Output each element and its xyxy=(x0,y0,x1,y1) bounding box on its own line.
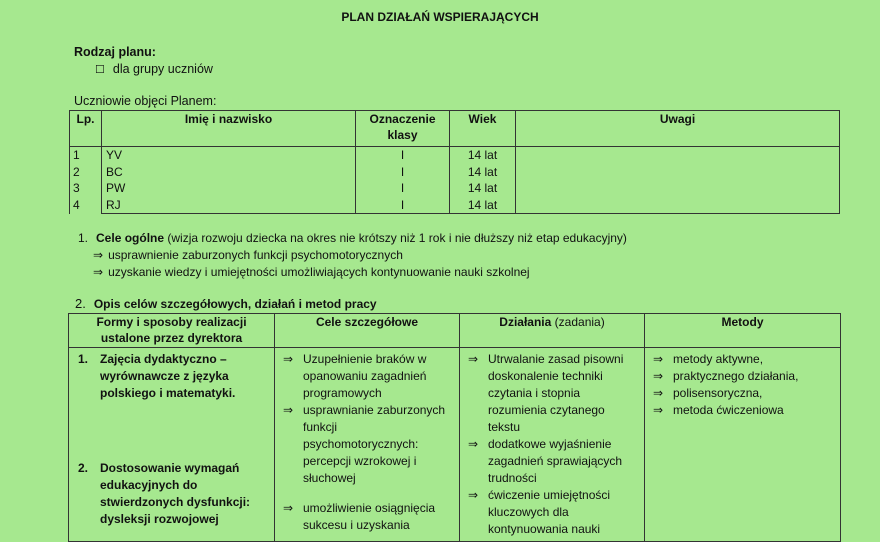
action-text: ćwiczenie umiejętności kluczowych dla kontynuowania nauki xyxy=(488,488,611,536)
form-text: Zajęcia dydaktyczno – wyrównawcze z języka polskiego i matematyki. xyxy=(100,352,236,400)
col-header-class: Oznaczenie klasy xyxy=(356,111,450,147)
row-class: I xyxy=(400,148,405,162)
goal-text: umożliwienie osiągnięcia sukcesu i uzyskania xyxy=(303,501,436,532)
row-lp: 3 xyxy=(73,181,80,195)
arrow-icon: ⇒ xyxy=(653,369,664,383)
arrow-icon: ⇒ xyxy=(93,265,104,279)
method-item xyxy=(653,402,836,419)
students-table-header xyxy=(70,111,840,147)
action-item xyxy=(468,487,640,538)
col-header-goals: Cele szczegółowe xyxy=(275,314,460,348)
cell-goals xyxy=(275,348,460,542)
col-header-forms: Formy i sposoby realizacji ustalone przez dyrektora xyxy=(69,314,275,348)
actions-header-bold: Działania xyxy=(499,315,552,329)
page-title: PLAN DZIAŁAŃ WSPIERAJĄCYCH xyxy=(341,10,539,24)
arrow-icon: ⇒ xyxy=(653,386,664,400)
general-goal-text: uzyskanie wiedzy i umiejętności umożliwiających kontynuowanie nauki szkolnej xyxy=(108,265,530,279)
arrow-icon: ⇒ xyxy=(468,488,479,502)
method-item xyxy=(653,368,836,385)
method-item xyxy=(653,351,836,368)
general-goals-description: (wizja rozwoju dziecka na okres nie krótszy niż 1 rok i nie dłuższy niż etap edukacyjny) xyxy=(167,231,627,245)
detailed-heading xyxy=(75,296,377,311)
row-age: 14 lat xyxy=(467,181,498,195)
form-item xyxy=(78,460,270,528)
row-lp: 1 xyxy=(73,148,80,162)
cell-class xyxy=(356,147,450,214)
arrow-icon: ⇒ xyxy=(468,352,479,366)
col-header-lp: Lp. xyxy=(70,111,102,147)
method-text: metody aktywne, xyxy=(673,352,764,366)
goal-text: usprawnianie zaburzonych funkcji psychomotorycznych: percepcji wzrokowej i słuchowej xyxy=(303,403,446,485)
row-name: YV xyxy=(106,148,123,162)
arrow-icon: ⇒ xyxy=(653,352,664,366)
cell-methods xyxy=(645,348,841,542)
cell-forms xyxy=(69,348,275,542)
arrow-icon: ⇒ xyxy=(468,437,479,451)
method-text: metoda ćwiczeniowa xyxy=(673,403,784,417)
arrow-icon: ⇒ xyxy=(283,501,294,515)
goal-text: Uzupełnienie braków w opanowaniu zagadnień programowych xyxy=(303,352,427,400)
cell-name xyxy=(102,147,356,214)
method-text: polisensoryczna, xyxy=(673,386,763,400)
cell-age xyxy=(450,147,516,214)
goal-item xyxy=(283,500,455,534)
arrow-icon: ⇒ xyxy=(653,403,664,417)
form-number: 2. xyxy=(78,461,89,475)
col-header-age: Wiek xyxy=(450,111,516,147)
row-name: RJ xyxy=(106,197,121,212)
general-goals-label: Cele ogólne xyxy=(96,231,165,245)
row-class: I xyxy=(400,197,405,212)
col-header-name: Imię i nazwisko xyxy=(102,111,356,147)
cell-lp xyxy=(70,147,102,214)
method-item xyxy=(653,385,836,402)
arrow-icon: ⇒ xyxy=(283,352,294,366)
row-class: I xyxy=(400,181,405,195)
row-name: BC xyxy=(106,164,123,179)
detailed-table xyxy=(68,313,841,542)
detailed-heading-text: Opis celów szczegółowych, działań i metod pracy xyxy=(93,297,377,311)
goal-item xyxy=(283,351,455,402)
general-goal-item xyxy=(78,247,868,264)
arrow-icon: ⇒ xyxy=(93,248,104,262)
cell-notes xyxy=(516,147,840,214)
plan-type-label: Rodzaj planu: xyxy=(74,45,156,59)
col-header-notes: Uwagi xyxy=(516,111,840,147)
students-table xyxy=(69,110,840,214)
action-text: Utrwalanie zasad pisowni doskonalenie techniki czytania i stopnia rozumienia czytanego tekstu xyxy=(488,352,624,434)
arrow-icon: ⇒ xyxy=(283,403,294,417)
detailed-number: 2. xyxy=(75,296,86,311)
plan-type-option xyxy=(95,62,213,76)
form-number: 1. xyxy=(78,352,89,366)
general-goals-heading xyxy=(78,230,868,247)
form-text: Dostosowanie wymagań edukacyjnych do stwierdzonych dysfunkcji: dysleksji rozwojowej xyxy=(100,461,251,526)
form-item xyxy=(78,351,270,402)
method-text: praktycznego działania, xyxy=(673,369,799,383)
general-goal-item xyxy=(78,264,868,281)
action-item xyxy=(468,351,640,436)
general-goals-number: 1. xyxy=(78,231,89,245)
col-header-actions xyxy=(460,314,645,348)
row-lp: 2 xyxy=(73,164,80,179)
general-goal-text: usprawnienie zaburzonych funkcji psychomotorycznych xyxy=(108,248,403,262)
cell-actions xyxy=(460,348,645,542)
students-heading: Uczniowie objęci Planem: xyxy=(74,94,217,108)
row-name: PW xyxy=(106,181,126,195)
action-item xyxy=(468,436,640,487)
row-lp: 4 xyxy=(73,197,80,212)
plan-type-value: dla grupy uczniów xyxy=(112,62,213,76)
row-age: 14 lat xyxy=(467,148,498,162)
actions-header-normal: (zadania) xyxy=(554,315,605,329)
general-goals xyxy=(78,230,868,281)
goal-item xyxy=(283,402,455,487)
table-row xyxy=(69,348,841,542)
action-text: dodatkowe wyjaśnienie zagadnień sprawiających trudności xyxy=(488,437,623,485)
col-header-methods: Metody xyxy=(645,314,841,348)
row-class: I xyxy=(400,164,405,179)
row-age: 14 lat xyxy=(467,197,498,212)
checkbox-icon: ☐ xyxy=(95,64,105,76)
row-age: 14 lat xyxy=(467,164,498,179)
table-row xyxy=(70,147,840,214)
detailed-table-header xyxy=(69,314,841,348)
